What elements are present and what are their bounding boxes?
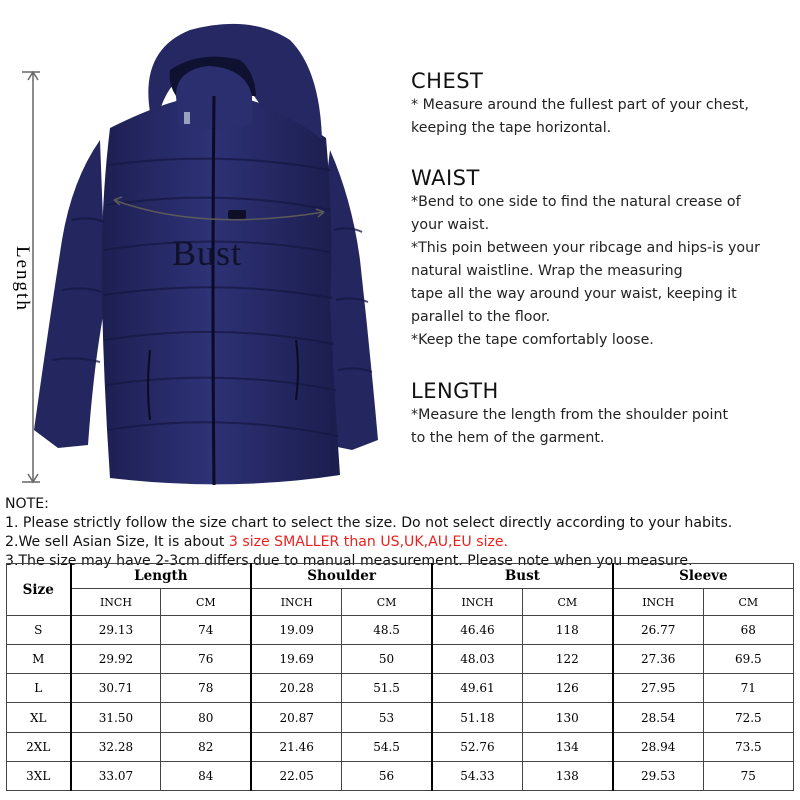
value-cell: 54.33 (432, 761, 522, 790)
unit-header-cm: CM (161, 589, 251, 616)
waist-line: *Bend to one side to find the natural crease of (411, 194, 741, 210)
length-line: to the hem of the garment. (411, 430, 605, 446)
value-cell: 130 (522, 703, 612, 732)
waist-line: parallel to the floor. (411, 309, 551, 325)
value-cell: 19.69 (251, 645, 341, 674)
sleeve-group-header: Sleeve (613, 564, 794, 589)
value-cell: 27.95 (613, 674, 703, 703)
length-line: *Measure the length from the shoulder point (411, 407, 729, 423)
table-row (7, 674, 794, 703)
chest-line: * Measure around the fullest part of your chest, (411, 97, 749, 113)
size-chart-table (6, 563, 794, 791)
bust-label: Bust (172, 233, 243, 273)
value-cell: 46.46 (432, 616, 522, 645)
table-row (7, 616, 794, 645)
shoulder-group-header: Shoulder (251, 564, 432, 589)
value-cell: 29.92 (71, 645, 161, 674)
value-cell: 126 (522, 674, 612, 703)
unit-header-cm: CM (522, 589, 612, 616)
table-row (7, 732, 794, 761)
value-cell: 138 (522, 761, 612, 790)
waist-line: *Keep the tape comfortably loose. (411, 332, 654, 348)
value-cell: 20.87 (251, 703, 341, 732)
note-line-1: 1. Please strictly follow the size chart to select the size. Do not select directly according to your habits. (5, 515, 733, 531)
value-cell: 48.5 (342, 616, 432, 645)
note-line-2-text: 2.We sell Asian Size, It is about (5, 534, 229, 550)
size-table-unit-row (7, 589, 794, 616)
value-cell: 56 (342, 761, 432, 790)
value-cell: 72.5 (703, 703, 793, 732)
note-line-3: 3.The size may have 2-3cm differs,due to manual measurement. Please note when you measure. (5, 553, 693, 569)
value-cell: 28.94 (613, 732, 703, 761)
waist-line: your waist. (411, 217, 490, 233)
size-cell: 3XL (7, 761, 71, 790)
value-cell: 20.28 (251, 674, 341, 703)
value-cell: 51.5 (342, 674, 432, 703)
value-cell: 26.77 (613, 616, 703, 645)
value-cell: 31.50 (71, 703, 161, 732)
size-table-body (7, 616, 794, 791)
value-cell: 32.28 (71, 732, 161, 761)
size-cell: S (7, 616, 71, 645)
table-row (7, 761, 794, 790)
size-note (5, 495, 800, 571)
value-cell: 51.18 (432, 703, 522, 732)
unit-header-cm: CM (342, 589, 432, 616)
value-cell: 68 (703, 616, 793, 645)
waist-line: tape all the way around your waist, keeping it (411, 286, 737, 302)
chest-line: keeping the tape horizontal. (411, 120, 612, 136)
note-line-2 (5, 533, 800, 552)
value-cell: 74 (161, 616, 251, 645)
chest-description (411, 68, 791, 140)
value-cell: 134 (522, 732, 612, 761)
value-cell: 80 (161, 703, 251, 732)
table-row (7, 645, 794, 674)
value-cell: 84 (161, 761, 251, 790)
unit-header-inch: INCH (71, 589, 161, 616)
size-table-group-row (7, 564, 794, 589)
length-description (411, 378, 791, 450)
size-cell: L (7, 674, 71, 703)
length-group-header: Length (71, 564, 252, 589)
size-cell: XL (7, 703, 71, 732)
unit-header-inch: INCH (432, 589, 522, 616)
value-cell: 19.09 (251, 616, 341, 645)
value-cell: 54.5 (342, 732, 432, 761)
note-title: NOTE: (5, 496, 49, 512)
value-cell: 22.05 (251, 761, 341, 790)
waist-description (411, 165, 791, 352)
bust-group-header: Bust (432, 564, 613, 589)
value-cell: 27.36 (613, 645, 703, 674)
value-cell: 53 (342, 703, 432, 732)
value-cell: 118 (522, 616, 612, 645)
value-cell: 71 (703, 674, 793, 703)
size-cell: M (7, 645, 71, 674)
unit-header-cm: CM (703, 589, 793, 616)
chest-heading: CHEST (411, 69, 484, 93)
value-cell: 30.71 (71, 674, 161, 703)
length-heading: LENGTH (411, 379, 499, 403)
value-cell: 49.61 (432, 674, 522, 703)
value-cell: 78 (161, 674, 251, 703)
waist-line: natural waistline. Wrap the measuring (411, 263, 683, 279)
value-cell: 33.07 (71, 761, 161, 790)
value-cell: 29.13 (71, 616, 161, 645)
value-cell: 75 (703, 761, 793, 790)
note-line-2-highlight: 3 size SMALLER than US,UK,AU,EU size. (228, 534, 509, 550)
value-cell: 69.5 (703, 645, 793, 674)
value-cell: 73.5 (703, 732, 793, 761)
size-column-header: Size (7, 564, 71, 616)
table-row (7, 703, 794, 732)
unit-header-inch: INCH (251, 589, 341, 616)
waist-line: *This poin between your ribcage and hips-is your (411, 240, 760, 256)
value-cell: 76 (161, 645, 251, 674)
value-cell: 50 (342, 645, 432, 674)
value-cell: 122 (522, 645, 612, 674)
value-cell: 28.54 (613, 703, 703, 732)
value-cell: 82 (161, 732, 251, 761)
value-cell: 52.76 (432, 732, 522, 761)
waist-heading: WAIST (411, 166, 480, 190)
value-cell: 48.03 (432, 645, 522, 674)
unit-header-inch: INCH (613, 589, 703, 616)
value-cell: 21.46 (251, 732, 341, 761)
value-cell: 29.53 (613, 761, 703, 790)
length-label: Length (12, 246, 33, 312)
size-cell: 2XL (7, 732, 71, 761)
